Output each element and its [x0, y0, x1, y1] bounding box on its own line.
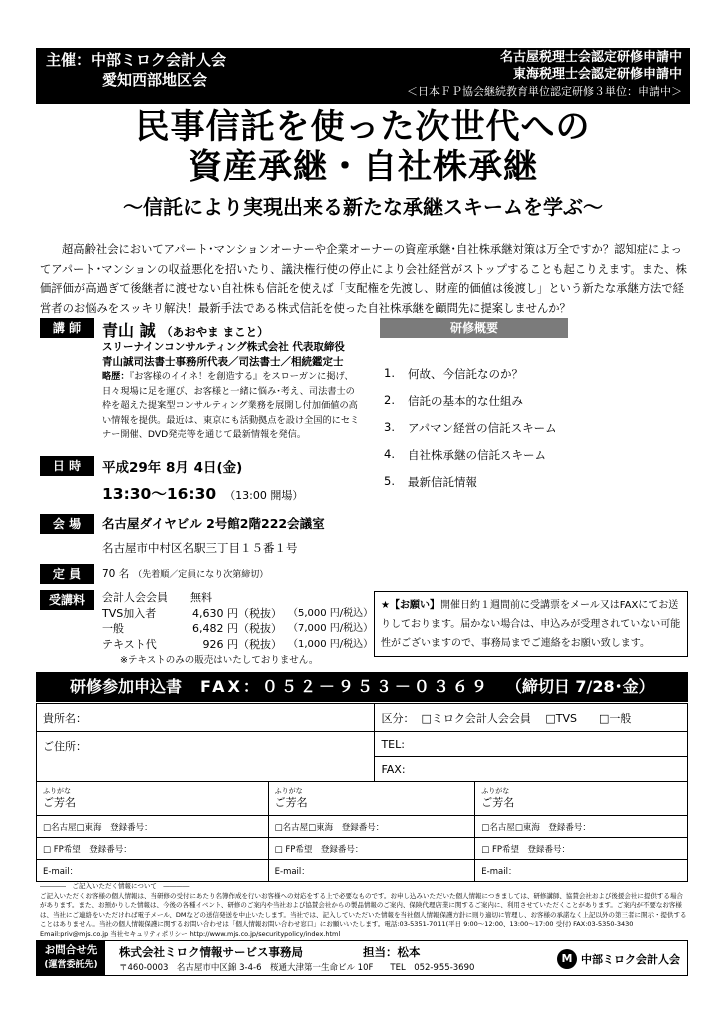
fp-field[interactable] — [37, 838, 269, 860]
item-text: 信託の基本的な仕組み — [408, 394, 523, 408]
application-bar — [36, 672, 688, 702]
email-field[interactable] — [37, 860, 269, 882]
host-sub: 愛知西部地区会 — [102, 71, 208, 89]
list-item — [384, 366, 557, 393]
fee-row — [102, 637, 373, 653]
lecturer-name — [102, 318, 269, 341]
item-number: 1. — [384, 366, 395, 380]
region-field[interactable] — [268, 816, 475, 838]
event-open: （13:00 開場） — [224, 489, 304, 502]
host-label: 主催：中部ミロク会計人会 — [46, 51, 227, 69]
furigana-label: ふりがな — [43, 787, 71, 795]
name-field[interactable] — [268, 782, 475, 816]
fee-note: ※テキストのみの販売はいたしておりません。 — [120, 655, 319, 666]
email-field[interactable] — [475, 860, 688, 882]
item-number: 5. — [384, 474, 395, 488]
capacity — [102, 566, 268, 581]
venue-name: 名古屋ダイヤビル 2号館2階222会議室 — [102, 516, 325, 531]
name-field[interactable] — [475, 782, 688, 816]
fee-row-price: 無料 — [190, 591, 212, 604]
host-block — [46, 50, 226, 90]
privacy-notice — [40, 882, 688, 939]
fee-row-price: 6,482 円（税抜） — [192, 622, 282, 635]
certification-block — [407, 49, 682, 100]
cert-line-1: 名古屋税理士会認定研修申請中 — [499, 50, 682, 65]
lecturer-org-1: スリーナインコンサルティング株式会社 代表取締役 — [102, 341, 345, 353]
logo-text: 中部ミロク会計人会 — [581, 953, 680, 966]
fee-row-incl: （1,000 円/税込） — [288, 638, 374, 650]
email-label: E-mail： — [274, 866, 310, 877]
curriculum-heading: 研修概要 — [380, 318, 568, 338]
bio-text: 『お客様のイイネ！を創造する』をスローガンに掲げ、日々現場に足を運び、お客様と一緒に悩み･考え、司法書士の枠を超えた提案型コンサルティング業務を展開し付加価値の高い情報を提供。最近は、東京にも活動拠点を設け全国的にセミナー開催、DVD発売等を通じて最新情報を発信。 — [102, 371, 360, 440]
item-number: 3. — [384, 420, 395, 434]
item-number: 4. — [384, 447, 395, 461]
subtitle: ～信託により実現出来る新たな承継スキームを学ぶ～ — [123, 195, 603, 219]
contact-person: 担当：松本 — [363, 945, 421, 959]
bio-label: 略歴： — [102, 371, 130, 382]
application-form — [36, 703, 688, 882]
contact-label-1: お問合せ先 — [44, 944, 98, 956]
header-banner — [36, 48, 690, 104]
fax-field[interactable] — [375, 757, 688, 782]
application-deadline: （締切日 7/28･金） — [505, 677, 655, 696]
org-logo — [557, 949, 680, 969]
list-item — [384, 393, 557, 420]
title-line-1: 民事信託を使った次世代への — [135, 107, 591, 147]
curriculum-list — [384, 366, 557, 501]
fee-row-incl: （7,000 円/税込） — [288, 623, 374, 634]
lecturer-label: 講 師 — [40, 318, 94, 338]
name-label: ご芳名 — [481, 796, 515, 809]
event-time-range: 13:30～16:30 — [102, 485, 217, 503]
region-label: □名古屋□東海 登録番号： — [481, 822, 591, 833]
lecturer-bio — [102, 370, 364, 443]
contact-label — [37, 941, 105, 975]
fee-row-incl: （5,000 円/税込） — [288, 607, 374, 619]
region-field[interactable] — [37, 816, 269, 838]
item-text: 最新信託情報 — [408, 475, 477, 489]
fee-row-price: 926 円（税抜） — [202, 637, 282, 651]
notice-text: 開催日約１週間前に受講票をメール又はFAXにてお送りしております。届かない場合は、申込みが受理されていない可能性がございますので、事務局までご連絡をお願い致します。 — [381, 600, 681, 649]
item-number: 2. — [384, 393, 395, 407]
category-options[interactable]: □ミロク会計人会会員 □TVS □一般 — [421, 711, 632, 725]
event-date: 平成29年 8月 4日(金) — [102, 460, 243, 476]
fp-label: □ FP希望 登録番号： — [481, 844, 571, 855]
list-item — [384, 447, 557, 474]
address-label: ご住所： — [43, 740, 87, 753]
tel-field[interactable] — [375, 732, 688, 757]
fee-row — [102, 606, 373, 622]
main-title — [36, 107, 690, 187]
privacy-text: ご記入いただくお客様の個人情報は、当研修の受付にあたり名簿作成を行いお客様への対応をする上で必要なものです。お申し込みいただいた個人情報につきましては、研修講師、協賛会社および後援会社に提供する場合があります。また、お預かりした情報は、今後の各種イベント、研修のご案内や当社および協賛会社からの製品情報のご案内、保険代理店業に関するご案内に、利用させていただくことがあります。ご案内が不要なお客様は、当社にご連絡をいただければ電子メール、DMなどの送信発送を中止いたします。当社では、記入していただいた情報を当社個人情報保護方針に則り適切に管理し、お客様の承諾なく上記以外の第三者に開示・提供することはありません。当社の個人情報保護に関するお問い合わせは「個人情報お問い合わせ窓口」にお願いいたします。電話:03-5351-7011(平日 9:00～12:00、13:00～17:00 受付) FAX:03-5350-3430 Email:priv@mjs.co.jp 当社セキュリティポリシー http://www.mjs.co.jp/securitypolicy/index.html — [40, 891, 687, 938]
venue-address: 名古屋市中村区名駅三丁目１５番１号 — [102, 541, 298, 555]
fee-row-label: 会計人会会員 — [102, 591, 168, 604]
fp-label: □ FP希望 登録番号： — [43, 844, 132, 855]
contact-label-2: (運営委託先) — [44, 960, 98, 970]
region-field[interactable] — [475, 816, 688, 838]
list-item — [384, 420, 557, 447]
contact-box — [36, 940, 688, 976]
capacity-note: （先着順／定員になり次第締切） — [133, 570, 269, 580]
furigana-label: ふりがな — [481, 787, 510, 795]
item-text: 何故、今信託なのか？ — [408, 367, 523, 381]
fee-row-label: 一般 — [102, 622, 124, 635]
fax-label: FAX: — [381, 762, 406, 776]
email-field[interactable] — [268, 860, 475, 882]
notice-box — [374, 591, 688, 657]
fee-row — [102, 621, 373, 637]
event-time — [102, 482, 303, 504]
contact-address: 〒460-0003 名古屋市中区錦 3-4-6 桜通大津第一生命ビル 10F TEL 052-955-3690 — [119, 963, 475, 973]
cert-line-2: 東海税理士会認定研修申請中 — [512, 67, 682, 82]
name-field[interactable] — [37, 782, 269, 816]
region-label: □名古屋□東海 登録番号： — [274, 822, 385, 833]
name-label: ご芳名 — [43, 796, 76, 809]
venue-label: 会 場 — [40, 514, 94, 534]
notice-title: ★【お願い】 — [381, 600, 440, 611]
fee-label: 受講料 — [40, 590, 94, 610]
fee-table — [102, 590, 373, 652]
fp-label: □ FP希望 登録番号： — [274, 844, 364, 855]
address-field[interactable] — [37, 732, 375, 782]
email-label: E-mail： — [43, 866, 79, 877]
application-title: 研修参加申込書 — [70, 677, 183, 696]
intro-paragraph: 超高齢社会においてアパート･マンションオーナーや企業オーナーの資産承継･自社株承継対策は万全ですか？認知症によってアパート･マンションの収益悪化を招いたり、議決権行使の停止により会社経営がストップすることも起こりえます。また、株価評価が高過ぎて後継者に渡せない自社株も信託を使えば「支配権を先渡し、財産的価値は後渡し」という新たな承継方法で経営者のお悩みをスッキリ解決！最新手法である株式信託を使った自社株承継を顧問先に提案しませんか？ — [40, 243, 687, 315]
capacity-value: 70 名 — [102, 568, 130, 580]
capacity-label: 定 員 — [40, 564, 94, 584]
lecturer-org-2: 青山誠司法書士事務所代表／司法書士／相続鑑定士 — [102, 356, 344, 368]
fp-field[interactable] — [475, 838, 688, 860]
fee-row-price: 4,630 円（税抜） — [192, 606, 282, 620]
lecturer-org — [102, 340, 345, 370]
email-label: E-mail： — [481, 866, 517, 877]
cert-line-3: ＜日本ＦＰ協会継続教育単位認定研修３単位：申請中＞ — [407, 85, 682, 98]
fee-row — [102, 590, 373, 606]
category-field[interactable] — [375, 704, 688, 732]
list-item — [384, 474, 557, 501]
region-label: □名古屋□東海 登録番号： — [43, 822, 153, 833]
lecturer-name-text: 青山 誠 — [102, 321, 156, 340]
office-label: 貴所名： — [43, 711, 87, 725]
application-fax: FAX：０５２－９５３－０３６９ — [200, 677, 490, 696]
tel-label: TEL: — [381, 737, 405, 751]
contact-org: 株式会社ミロク情報サービス事務局 — [119, 945, 303, 959]
fee-row-label: テキスト代 — [102, 637, 157, 651]
title-line-2: 資産承継・自社株承継 — [188, 147, 538, 187]
office-field[interactable] — [37, 704, 375, 732]
item-text: アパマン経営の信託スキーム — [408, 421, 557, 435]
category-label: 区分： — [381, 711, 415, 725]
name-label: ご芳名 — [274, 796, 308, 809]
fp-field[interactable] — [268, 838, 475, 860]
date-label: 日 時 — [40, 456, 94, 476]
item-text: 自社株承継の信託スキーム — [408, 448, 546, 462]
privacy-heading: ―――― ご記入いただく情報について ―――― — [40, 882, 190, 890]
furigana-label: ふりがな — [274, 787, 303, 795]
lecturer-kana: （あおやま まこと） — [161, 325, 269, 339]
fee-row-label: TVS加入者 — [102, 606, 157, 620]
logo-icon: M — [557, 949, 577, 969]
